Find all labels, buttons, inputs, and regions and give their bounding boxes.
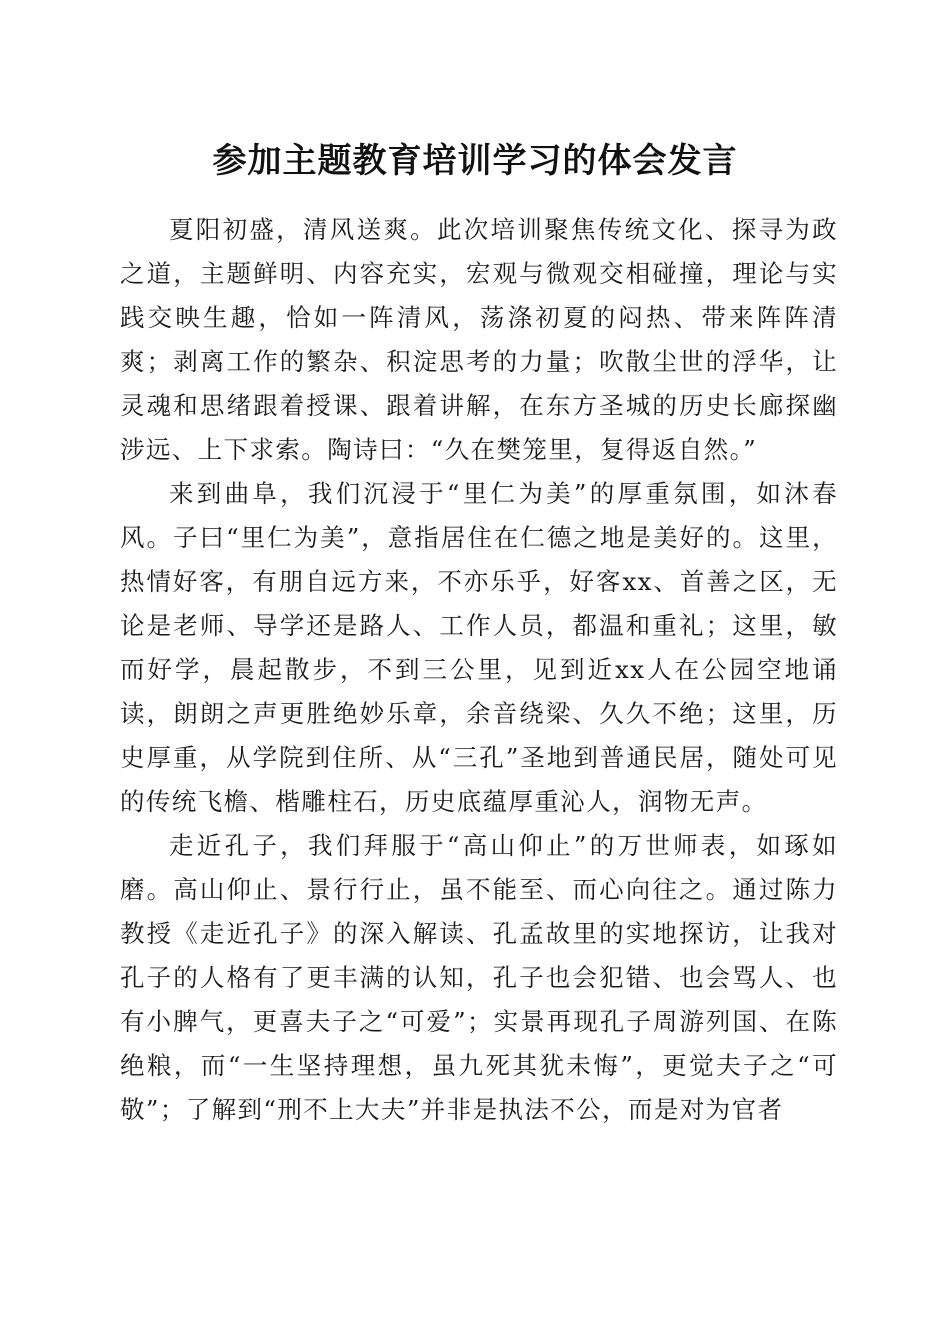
paragraph-2: 来到曲阜，我们沉浸于“里仁为美”的厚重氛围，如沐春风。子曰“里仁为美”，意指居住在仁德之地是美好的。这里，热情好客，有朋自远方来，不亦乐乎，好客xx、首善之区，无论是老师、导学还是路人、工作人员，都温和重礼；这里，敏而好学，晨起散步，不到三公里，见到近xx人在公园空地诵读，朗朗之声更胜绝妙乐章，余音绕梁、久久不绝；这里，历史厚重，从学院到住所、从“三孔”圣地到普通民居，随处可见的传统飞檐、楷雕柱石，历史底蕴厚重沁人，润物无声。 bbox=[120, 479, 838, 816]
paragraph-3: 走近孔子，我们拜服于“高山仰止”的万世师表，如琢如磨。高山仰止、景行行止，虽不能至、而心向往之。通过陈力教授《走近孔子》的深入解读、孔孟故里的实地探访，让我对孔子的人格有了更丰满的认知，孔子也会犯错、也会骂人、也有小脾气，更喜夫子之“可爱”；实景再现孔子周游列国、在陈绝粮，而“一生坚持理想，虽九死其犹未悔”，更觉夫子之“可敬”；了解到“刑不上大夫”并非是执法不公，而是对为官者 bbox=[120, 831, 838, 1124]
paragraph-1: 夏阳初盛，清风送爽。此次培训聚焦传统文化、探寻为政之道，主题鲜明、内容充实，宏观与微观交相碰撞，理论与实践交映生趣，恰如一阵清风，荡涤初夏的闷热、带来阵阵清爽；剥离工作的繁杂、积淀思考的力量；吹散尘世的浮华，让灵魂和思绪跟着授课、跟着讲解，在东方圣城的历史长廊探幽涉远、上下求索。陶诗曰：“久在樊笼里，复得返自然。” bbox=[120, 215, 838, 464]
document-title: 参加主题教育培训学习的体会发言 bbox=[212, 141, 738, 181]
document-body bbox=[120, 208, 838, 1132]
